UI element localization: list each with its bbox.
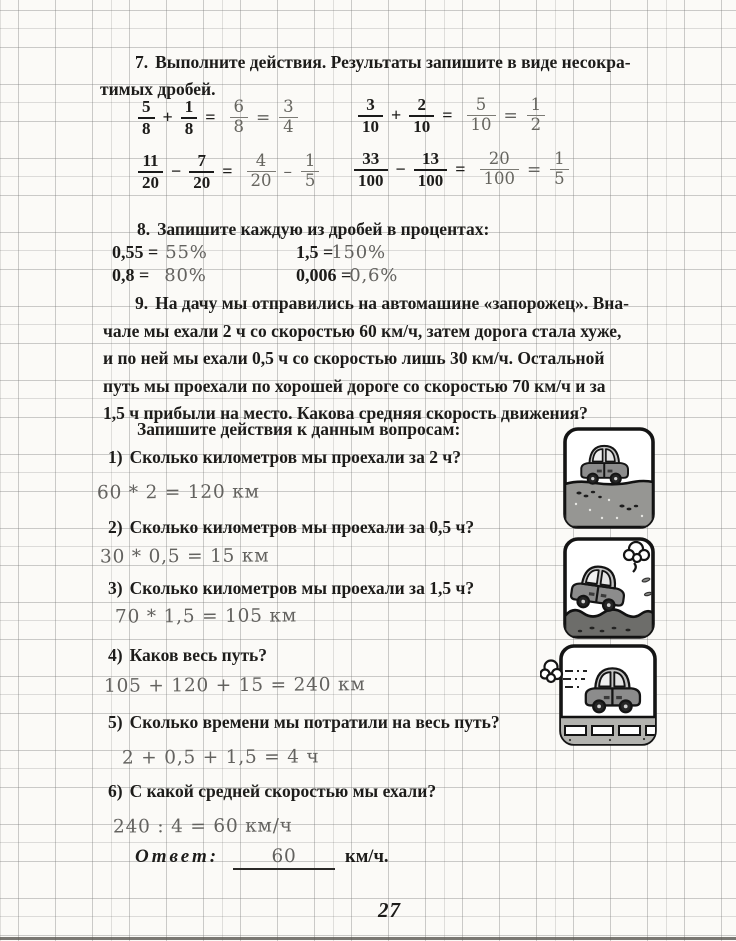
fraction: $\frac{11}{20}$ — [138, 151, 163, 192]
question-4: 4) Каков весь путь? — [108, 645, 268, 665]
handwritten-answer-4: 105 + 120 + 15 = 240 км — [103, 674, 366, 697]
handwritten-fraction: $\frac{3}{4}$ — [279, 98, 298, 137]
handwritten-final-value: 60 — [271, 846, 297, 867]
answer-blank-line — [233, 846, 335, 870]
percent-item: 1,5 = 150% — [296, 242, 386, 263]
percent-item: 0,8 = 80% — [112, 265, 207, 286]
handwritten-answer: 55% — [165, 242, 208, 263]
equals-sign: = — [222, 161, 233, 182]
task8-number: 8. — [137, 219, 151, 239]
car-speeding-on-highway-picture — [540, 643, 660, 752]
question-5: 5) Сколько времени мы потратили на весь путь? — [108, 712, 500, 732]
fraction-problem-1 — [138, 97, 298, 138]
operator: + — [391, 105, 402, 126]
fraction: $\frac{33}{100}$ — [354, 149, 388, 190]
operator: − — [395, 159, 406, 180]
task9-subtitle: Запишите действия к данным вопросам: — [137, 419, 461, 439]
handwritten-equals: = — [527, 159, 543, 180]
operator: − — [171, 161, 182, 182]
car-on-smooth-road-picture — [562, 426, 656, 535]
handwritten-answer: 150% — [331, 242, 386, 263]
task7-heading-line1 — [135, 49, 631, 77]
equals-sign: = — [455, 159, 466, 180]
answer-label: Ответ: — [135, 846, 220, 867]
handwritten-dash: – — [283, 161, 293, 182]
page-number: 27 — [378, 898, 401, 922]
final-answer-row — [135, 846, 389, 870]
car-on-bumpy-road-picture — [562, 536, 656, 645]
handwritten-fraction: $\frac{20}{100}$ — [480, 150, 520, 189]
handwritten-answer: 0,6% — [349, 265, 399, 286]
operator: + — [162, 107, 173, 128]
handwritten-equals: = — [256, 107, 272, 128]
handwritten-answer-5: 2 + 0,5 + 1,5 = 4 ч — [121, 746, 320, 769]
task7-heading-line2: тимых дробей. — [100, 79, 216, 99]
task8-title: Запишите каждую из дробей в процентах: — [157, 219, 490, 239]
percent-item: 0,55 = 55% — [112, 242, 208, 263]
fraction-problem-3 — [138, 151, 319, 192]
handwritten-fraction: $\frac{6}{8}$ — [230, 98, 249, 137]
handwritten-fraction: $\frac{1}{5}$ — [301, 152, 320, 191]
handwritten-equals: = — [503, 105, 519, 126]
fraction: $\frac{2}{10}$ — [409, 95, 434, 136]
task9-paragraph: 9. На дачу мы отправились на автомашине «запорожец». Вна- чале мы ехали 2 ч со скоростью 60 км/ч, затем дорога стала хуже, и по ней мы ехали 0,5 ч со скоростью лишь 30 км/ч. Остальной путь мы проехали по хорошей дороге со скоростью 70 км/ч и за 1,5 ч прибыли на место. Какова средняя скорость движения? — [103, 293, 629, 423]
question-1: 1) Сколько километров мы проехали за 2 ч? — [108, 447, 461, 467]
handwritten-answer-3: 70 * 1,5 = 105 км — [114, 605, 298, 628]
question-2: 2) Сколько километров мы проехали за 0,5 ч? — [108, 517, 475, 537]
fraction: $\frac{7}{20}$ — [189, 151, 214, 192]
lane-markings — [565, 726, 660, 735]
fraction-problem-4 — [354, 149, 569, 190]
grass-ground — [565, 481, 653, 527]
fraction: $\frac{5}{8}$ — [138, 97, 155, 138]
handwritten-fraction: $\frac{5}{10}$ — [467, 96, 496, 135]
equals-sign: = — [442, 105, 453, 126]
fraction-problem-2 — [358, 95, 545, 136]
handwritten-answer-2: 30 * 0,5 = 15 км — [99, 545, 270, 568]
handwritten-fraction: $\frac{4}{20}$ — [247, 152, 276, 191]
task9-number: 9. — [135, 293, 149, 313]
question-3: 3) Сколько километров мы проехали за 1,5 ч? — [108, 578, 475, 598]
percent-item: 0,006 = 0,6% — [296, 265, 399, 286]
task7-title: Выполните действия. Результаты запишите в виде несокра- — [155, 52, 631, 72]
handwritten-answer-6: 240 : 4 = 60 км/ч — [112, 815, 293, 838]
handwritten-answer: 80% — [164, 265, 207, 286]
handwritten-fraction: $\frac{1}{5}$ — [550, 150, 569, 189]
question-6: 6) С какой средней скоростью мы ехали? — [108, 781, 437, 801]
task7-number: 7. — [135, 52, 149, 72]
fraction: $\frac{3}{10}$ — [358, 95, 383, 136]
fraction: $\frac{13}{100}$ — [414, 149, 448, 190]
task8-heading — [137, 216, 489, 244]
bumpy-road — [565, 610, 653, 638]
fraction: $\frac{1}{8}$ — [181, 97, 198, 138]
smoke-cloud-icon — [541, 661, 563, 683]
handwritten-fraction: $\frac{1}{2}$ — [527, 96, 546, 135]
equals-sign: = — [205, 107, 216, 128]
answer-unit: км/ч. — [345, 847, 389, 867]
handwritten-answer-1: 60 * 2 = 120 км — [96, 481, 260, 504]
